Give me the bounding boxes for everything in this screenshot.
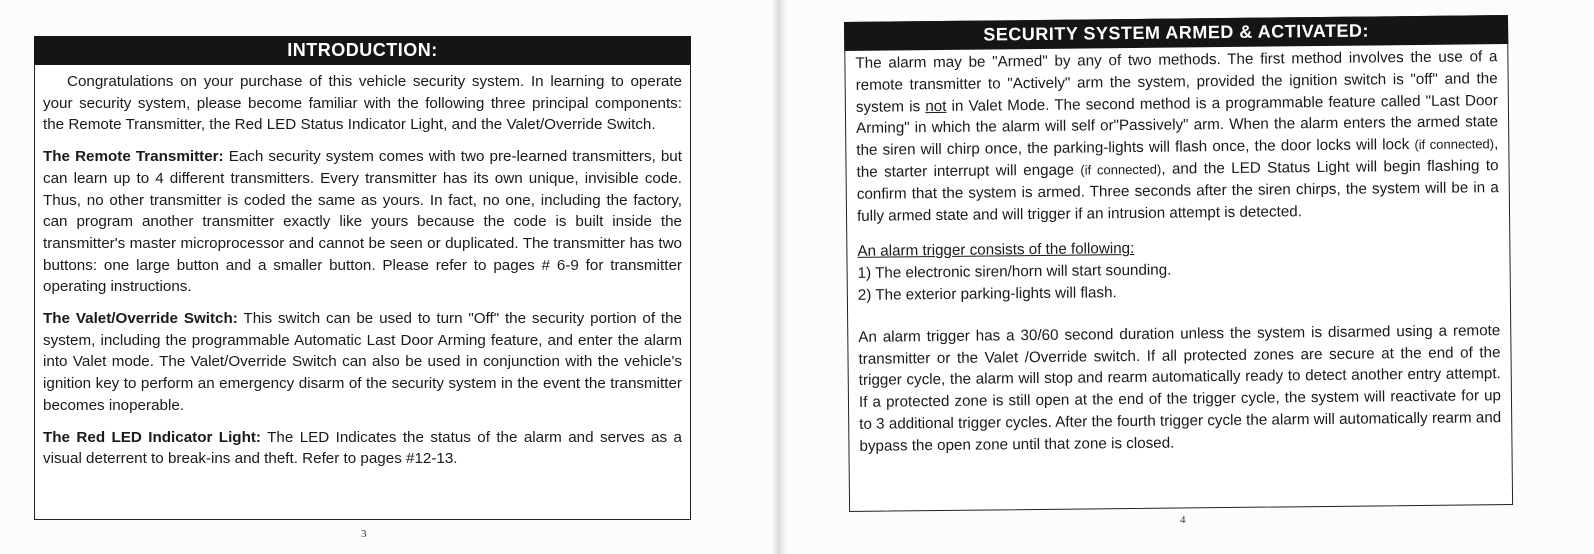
remote-transmitter-text: Each security system comes with two pre-learned transmitters, but can learn up to 4 different transmitters. Every transmitter has its own unique, invisible code. Thus, no other transmitter is coded the same as yours. In fact, no one, including the factory, can program another transmitter exactly like yours because the code is built inside the transmitter's master microprocessor and cannot be seen or duplicated. The transmitter has two buttons: one large button and a smaller button. Please refer to pages # 6-9 for transmitter operating instructions. [43, 148, 682, 296]
introduction-header [34, 36, 691, 65]
trigger-list-heading: An alarm trigger consists of the following: [857, 240, 1135, 261]
arming-text-part-3: , the starter interrupt will engage [856, 135, 1499, 181]
trigger-list-item: 2) The exterior parking-lights will flash. [857, 284, 1117, 304]
arming-text-not: not [925, 97, 947, 115]
arming-text-if-connected-2: (if connected) [1080, 161, 1162, 178]
trigger-list-item: 1) The electronic siren/horn will start sounding. [857, 261, 1172, 283]
introduction-content [43, 71, 682, 480]
armed-activated-title: SECURITY SYSTEM ARMED & ACTIVATED: [983, 20, 1370, 45]
led-light-text: The LED Indicates the status of the alarm and serves as a visual deterrent to break-ins and theft. Refer to pages #12-13. [43, 428, 682, 468]
led-light-paragraph [43, 427, 682, 470]
armed-activated-box [844, 15, 1513, 512]
intro-paragraph: Congratulations on your purchase of this vehicle security system. In learning to operate your security system, please become familiar with the following three principal components: the Remote Transmitter, the Red LED Status Indicator Light, and the Valet/Override Switch. [43, 73, 682, 134]
arming-text-part-4: , and the LED Status Light will begin flashing to confirm that the system is armed. Three seconds after the siren chirps, the system will be in a fully armed state and will trigger if an intrusion attempt is detected. [856, 157, 1499, 225]
arming-text-if-connected-1: (if connected) [1414, 136, 1495, 153]
valet-switch-text: This switch can be used to turn "Off" the security portion of the system, including the programmable Automatic Last Door Arming feature, and enter the alarm into Valet mode. The Valet/Override Switch can also be used in conjunction with the vehicle's ignition key to perform an emergency disarm of the security system in the event the transmitter becomes inoperable. [43, 310, 682, 414]
introduction-title: INTRODUCTION: [287, 40, 438, 60]
trigger-duration-paragraph: An alarm trigger has a 30/60 second duration unless the system is disarmed using a remote transmitter or the Valet /Override switch. If all protected zones are secure at the end of the trigger cycle, the alarm will stop and rearm automatically ready to detect another entry attempt. If a protected zone is still open at the end of the trigger cycle, the system will reactivate for up to 3 additional trigger cycles. After the fourth trigger cycle the alarm will automatically rearm and bypass the open zone until that zone is closed. [858, 321, 1502, 455]
led-light-heading: The Red LED Indicator Light: [43, 428, 261, 446]
arming-text-part-1: The alarm may be "Armed" by any of two methods. The first method involves the use of a remote transmitter to "Actively" arm the system, provided the ignition switch is "off" and the system is [855, 48, 1498, 116]
remote-transmitter-paragraph [43, 146, 682, 298]
right-page-number: 4 [1180, 514, 1186, 526]
arming-text-part-2: in Valet Mode. The second method is a programmable feature called "Last Door Arming" in which the alarm will self or"Passively" arm. When the alarm enters the armed state the siren will chirp once, the parking-lights will flash once, the door locks will lock [856, 91, 1499, 160]
remote-transmitter-heading: The Remote Transmitter: [43, 148, 224, 166]
left-page-number: 3 [361, 528, 367, 540]
book-gutter [773, 0, 787, 554]
valet-switch-heading: The Valet/Override Switch: [43, 310, 238, 328]
introduction-box [34, 36, 691, 520]
arming-methods-paragraph [855, 46, 1499, 227]
armed-activated-header [844, 15, 1508, 51]
armed-activated-content [855, 46, 1501, 467]
valet-switch-paragraph [43, 308, 682, 417]
